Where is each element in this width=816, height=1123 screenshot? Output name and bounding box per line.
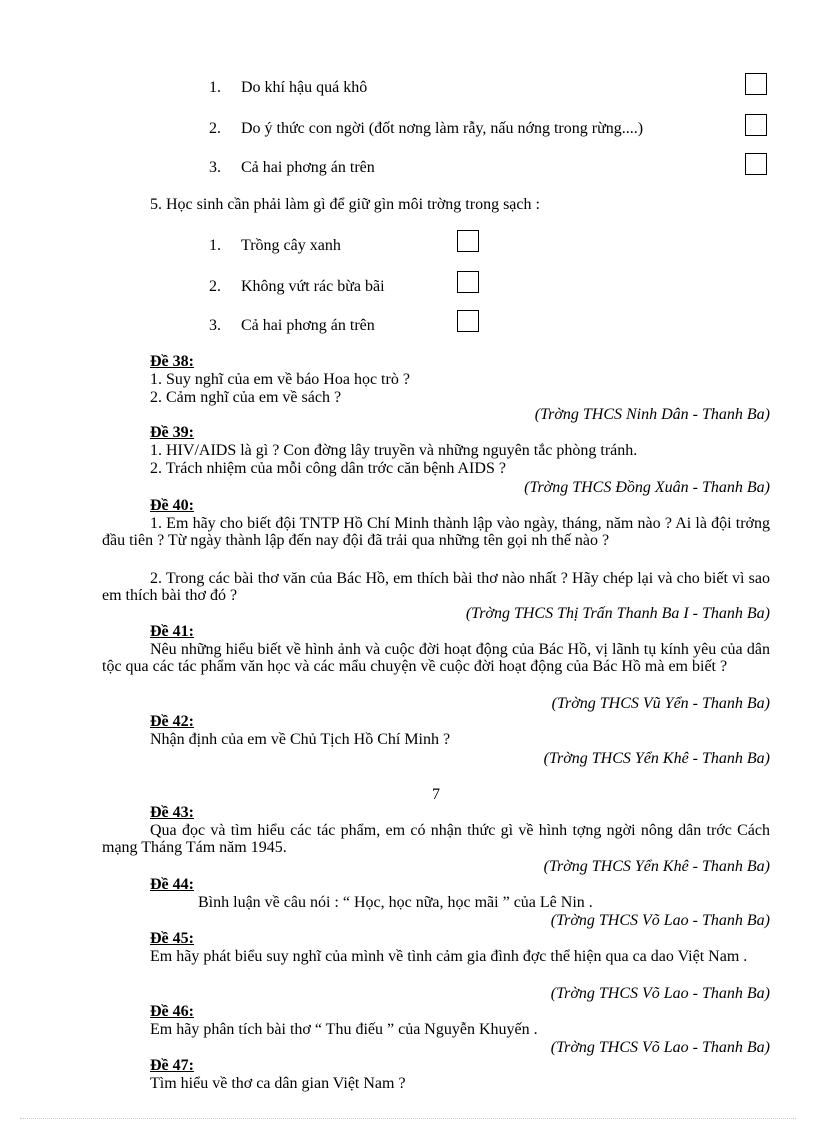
question-line: Em hãy phân tích bài thơ “ Thu điếu ” của Nguyễn Khuyến .	[150, 1021, 538, 1038]
page-bottom-border	[20, 1118, 796, 1119]
question-line: Bình luận về câu nói : “ Học, học nữa, học mãi ” của Lê Nin .	[198, 894, 593, 911]
answer-checkbox[interactable]	[457, 310, 479, 332]
section-heading: Đề 38:	[150, 353, 194, 370]
source-attribution: (Trờng THCS Thị Trấn Thanh Ba I - Thanh Ba)	[465, 605, 770, 622]
question-title: 5. Học sinh cần phải làm gì để giữ gìn môi trờng trong sạch :	[150, 196, 540, 213]
question-paragraph: 2. Trong các bài thơ văn của Bác Hồ, em thích bài thơ nào nhất ? Hãy chép lại và cho biết vì sao em thích bài thơ đó ?	[102, 570, 770, 604]
section-heading: Đề 41:	[150, 623, 194, 640]
source-attribution: (Trờng THCS Đồng Xuân - Thanh Ba)	[524, 479, 770, 496]
answer-checkbox[interactable]	[745, 153, 767, 175]
section-heading: Đề 45:	[150, 930, 194, 947]
question-line: Tìm hiểu về thơ ca dân gian Việt Nam ?	[150, 1075, 406, 1092]
question-paragraph: 1. Em hãy cho biết đội TNTP Hồ Chí Minh thành lập vào ngày, tháng, năm nào ? Ai là đội trởng đầu tiên ? Từ ngày thành lập đến nay đội đã trải qua những tên gọi nh thế nào ?	[102, 515, 770, 549]
question-line: 1. HIV/AIDS là gì ? Con đờng lây truyền và những nguyên tắc phòng tránh.	[150, 442, 638, 459]
question-paragraph: Em hãy phát biểu suy nghĩ của mình về tình cảm gia đình đợc thể hiện qua ca dao Việt Nam .	[150, 948, 748, 965]
option-number: 1.	[209, 79, 221, 96]
answer-checkbox[interactable]	[457, 230, 479, 252]
page-number: 7	[432, 786, 440, 803]
section-heading: Đề 44:	[150, 876, 194, 893]
source-attribution: (Trờng THCS Vũ Yển - Thanh Ba)	[551, 695, 770, 712]
answer-checkbox[interactable]	[745, 114, 767, 136]
source-attribution: (Trờng THCS Võ Lao - Thanh Ba)	[550, 985, 770, 1002]
answer-checkbox[interactable]	[457, 271, 479, 293]
option-number: 3.	[209, 159, 221, 176]
option-number: 3.	[209, 317, 221, 334]
option-number: 2.	[209, 120, 221, 137]
source-attribution: (Trờng THCS Yển Khê - Thanh Ba)	[543, 750, 770, 767]
question-paragraph: Nêu những hiểu biết về hình ảnh và cuộc đời hoạt động của Bác Hồ, vị lãnh tụ kính yêu của dân tộc qua các tác phẩm văn học và các mẩu chuyện về cuộc đời hoạt động của Bác Hồ mà em biết ?	[102, 641, 770, 675]
section-heading: Đề 43:	[150, 804, 194, 821]
option-text: Do ý thức con ngời (đốt nơng làm rẫy, nấu nớng trong rừng....)	[241, 120, 644, 137]
source-attribution: (Trờng THCS Võ Lao - Thanh Ba)	[550, 1039, 770, 1056]
question-paragraph: Qua đọc và tìm hiểu các tác phẩm, em có nhận thức gì về hình tợng ngời nông dân trớc Cách mạng Tháng Tám năm 1945.	[102, 822, 770, 856]
question-line: 2. Trách nhiệm của mỗi công dân trớc căn bệnh AIDS ?	[150, 460, 506, 477]
section-heading: Đề 39:	[150, 424, 194, 441]
option-text: Cả hai phơng án trên	[241, 159, 375, 176]
source-attribution: (Trờng THCS Võ Lao - Thanh Ba)	[550, 912, 770, 929]
section-heading: Đề 46:	[150, 1003, 194, 1020]
answer-checkbox[interactable]	[745, 73, 767, 95]
source-attribution: (Trờng THCS Yển Khê - Thanh Ba)	[543, 858, 770, 875]
section-heading: Đề 47:	[150, 1057, 194, 1074]
question-line: 1. Suy nghĩ của em về báo Hoa học trò ?	[150, 371, 410, 388]
option-text: Cả hai phơng án trên	[241, 317, 375, 334]
question-line: Nhận định của em về Chủ Tịch Hồ Chí Minh ?	[150, 731, 451, 748]
option-text: Trồng cây xanh	[241, 237, 341, 254]
question-line: 2. Cảm nghĩ của em về sách ?	[150, 389, 342, 406]
option-text: Do khí hậu quá khô	[241, 79, 368, 96]
option-number: 2.	[209, 278, 221, 295]
option-number: 1.	[209, 237, 221, 254]
section-heading: Đề 40:	[150, 497, 194, 514]
section-heading: Đề 42:	[150, 713, 194, 730]
source-attribution: (Trờng THCS Ninh Dân - Thanh Ba)	[534, 406, 770, 423]
option-text: Không vứt rác bừa bãi	[241, 278, 385, 295]
